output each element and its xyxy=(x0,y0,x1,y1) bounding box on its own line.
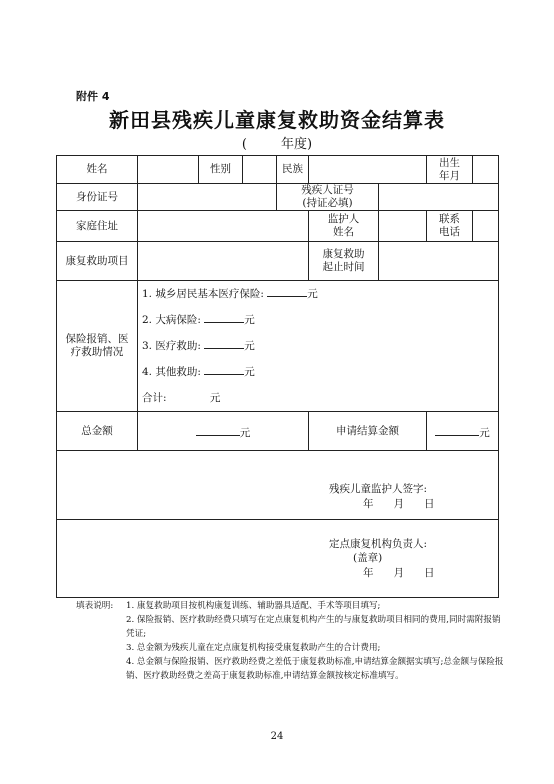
insurance-label-line1: 保险报销、医 xyxy=(65,333,129,345)
total-amount-unit: 元 xyxy=(239,426,251,439)
disability-cert-label xyxy=(277,184,379,211)
disability-cert-field[interactable] xyxy=(379,184,499,211)
insurance-item-other xyxy=(142,359,495,385)
form-row-amounts xyxy=(57,412,499,451)
form-row-id xyxy=(57,184,499,211)
insurance-label xyxy=(57,281,138,412)
note-item-1: 1. 康复救助项目按机构康复训练、辅助器具适配、手术等项目填写; xyxy=(126,601,381,611)
insurance-item-basic-label: 1. 城乡居民基本医疗保险: xyxy=(142,288,264,300)
insurance-item-basic xyxy=(142,281,495,307)
dob-label-line1: 出生 xyxy=(439,156,460,169)
rehab-period-label-line2: 起止时间 xyxy=(322,261,365,273)
year-open-paren: ( xyxy=(241,137,247,152)
insurance-item-basic-blank[interactable] xyxy=(267,284,307,297)
note-row-3 xyxy=(76,641,506,655)
id-field[interactable] xyxy=(138,184,277,211)
guardian-label-line1: 监护人 xyxy=(327,213,360,225)
form-row-insurance xyxy=(57,281,499,412)
form-row-address xyxy=(57,211,499,242)
settlement-form-table xyxy=(56,155,499,598)
guardian-sign-cell[interactable] xyxy=(57,451,499,520)
attachment-label: 附件 4 xyxy=(76,90,110,103)
form-row-rehab xyxy=(57,242,499,281)
form-row-basic xyxy=(57,156,499,184)
form-row-institution-sign xyxy=(57,520,499,598)
form-row-guardian-sign xyxy=(57,451,499,520)
fill-instructions xyxy=(76,599,506,683)
insurance-item-serious-unit: 元 xyxy=(244,314,255,326)
apply-amount-unit: 元 xyxy=(479,426,490,439)
insurance-item-basic-unit: 元 xyxy=(307,288,318,300)
disability-cert-label-line2: (持证必填) xyxy=(302,197,353,209)
id-label: 身份证号 xyxy=(57,184,138,211)
dob-field[interactable] xyxy=(473,156,499,184)
name-field[interactable] xyxy=(138,156,199,184)
document-title: 新田县残疾儿童康复救助资金结算表 xyxy=(109,108,445,132)
phone-label-line1: 联系 xyxy=(439,213,460,225)
insurance-item-serious-label: 2. 大病保险: xyxy=(142,314,201,326)
address-label: 家庭住址 xyxy=(57,211,138,242)
guardian-sign-date: 年 月 日 xyxy=(363,498,435,510)
page-number: 24 xyxy=(270,731,284,742)
note-row-4 xyxy=(76,655,506,683)
rehab-period-label-line1: 康复救助 xyxy=(322,248,365,260)
ethnicity-label: 民族 xyxy=(277,156,309,184)
insurance-subtotal-unit: 元 xyxy=(209,392,221,404)
insurance-item-medical-aid-blank[interactable] xyxy=(204,336,244,349)
gender-label: 性别 xyxy=(199,156,243,184)
insurance-item-other-unit: 元 xyxy=(244,366,255,378)
total-label: 总金额 xyxy=(57,412,138,451)
insurance-item-medical-aid-unit: 元 xyxy=(244,340,255,352)
rehab-item-field[interactable] xyxy=(138,242,309,281)
insurance-item-serious xyxy=(142,307,495,333)
guardian-label-line2: 姓名 xyxy=(333,226,354,238)
insurance-subtotal xyxy=(142,385,495,411)
insurance-item-other-label: 4. 其他救助: xyxy=(142,366,201,378)
insurance-subtotal-label: 合计: xyxy=(142,392,167,404)
name-label: 姓名 xyxy=(57,156,138,184)
dob-label xyxy=(427,156,473,184)
apply-amount-blank[interactable] xyxy=(435,423,479,436)
year-line xyxy=(0,133,554,152)
apply-amount-label: 申请结算金额 xyxy=(309,412,427,451)
total-amount-blank[interactable] xyxy=(196,423,240,436)
note-item-4: 4. 总金额与保险报销、医疗救助经费之差低于康复救助标准,申请结算金额据实填写;总金额与保险报销、医疗救助经费之差高于康复救助标准,申请结算金额按核定标准填写。 xyxy=(126,657,504,681)
insurance-item-medical-aid-label: 3. 医疗救助: xyxy=(142,340,201,352)
total-amount-cell xyxy=(138,412,309,451)
address-field[interactable] xyxy=(138,211,309,242)
dob-label-line2: 年月 xyxy=(439,169,460,182)
phone-label-line2: 电话 xyxy=(439,226,460,238)
institution-sign-label: 定点康复机构负责人: xyxy=(329,538,428,550)
phone-label xyxy=(427,211,473,242)
insurance-item-medical-aid xyxy=(142,333,495,359)
guardian-field[interactable] xyxy=(379,211,427,242)
ethnicity-field[interactable] xyxy=(309,156,427,184)
apply-amount-cell xyxy=(427,412,499,451)
institution-sign-date: 年 月 日 xyxy=(363,567,435,579)
guardian-label xyxy=(309,211,379,242)
insurance-detail-cell xyxy=(138,281,499,412)
disability-cert-label-line1: 残疾人证号 xyxy=(301,184,354,196)
insurance-item-other-blank[interactable] xyxy=(204,362,244,375)
rehab-period-field[interactable] xyxy=(379,242,499,281)
guardian-sign-label: 残疾儿童监护人签字: xyxy=(329,483,428,495)
note-item-2: 2. 保险报销、医疗救助经费只填写在定点康复机构产生的与康复救助项目相同的费用,同时需附报销凭证; xyxy=(126,615,501,639)
insurance-label-line2: 疗救助情况 xyxy=(70,346,124,358)
institution-sign-cell[interactable] xyxy=(57,520,499,598)
gender-field[interactable] xyxy=(243,156,277,184)
insurance-item-serious-blank[interactable] xyxy=(204,310,244,323)
year-close-text: 年度) xyxy=(281,137,313,152)
rehab-period-label xyxy=(309,242,379,281)
phone-field[interactable] xyxy=(473,211,499,242)
note-item-3: 3. 总金额为残疾儿童在定点康复机构接受康复救助产生的合计费用; xyxy=(126,643,381,653)
rehab-item-label: 康复救助项目 xyxy=(57,242,138,281)
notes-lead: 填表说明: xyxy=(76,601,114,611)
note-row-2 xyxy=(76,613,506,641)
note-row-1 xyxy=(76,599,506,613)
institution-seal-label: (盖章) xyxy=(353,552,383,564)
